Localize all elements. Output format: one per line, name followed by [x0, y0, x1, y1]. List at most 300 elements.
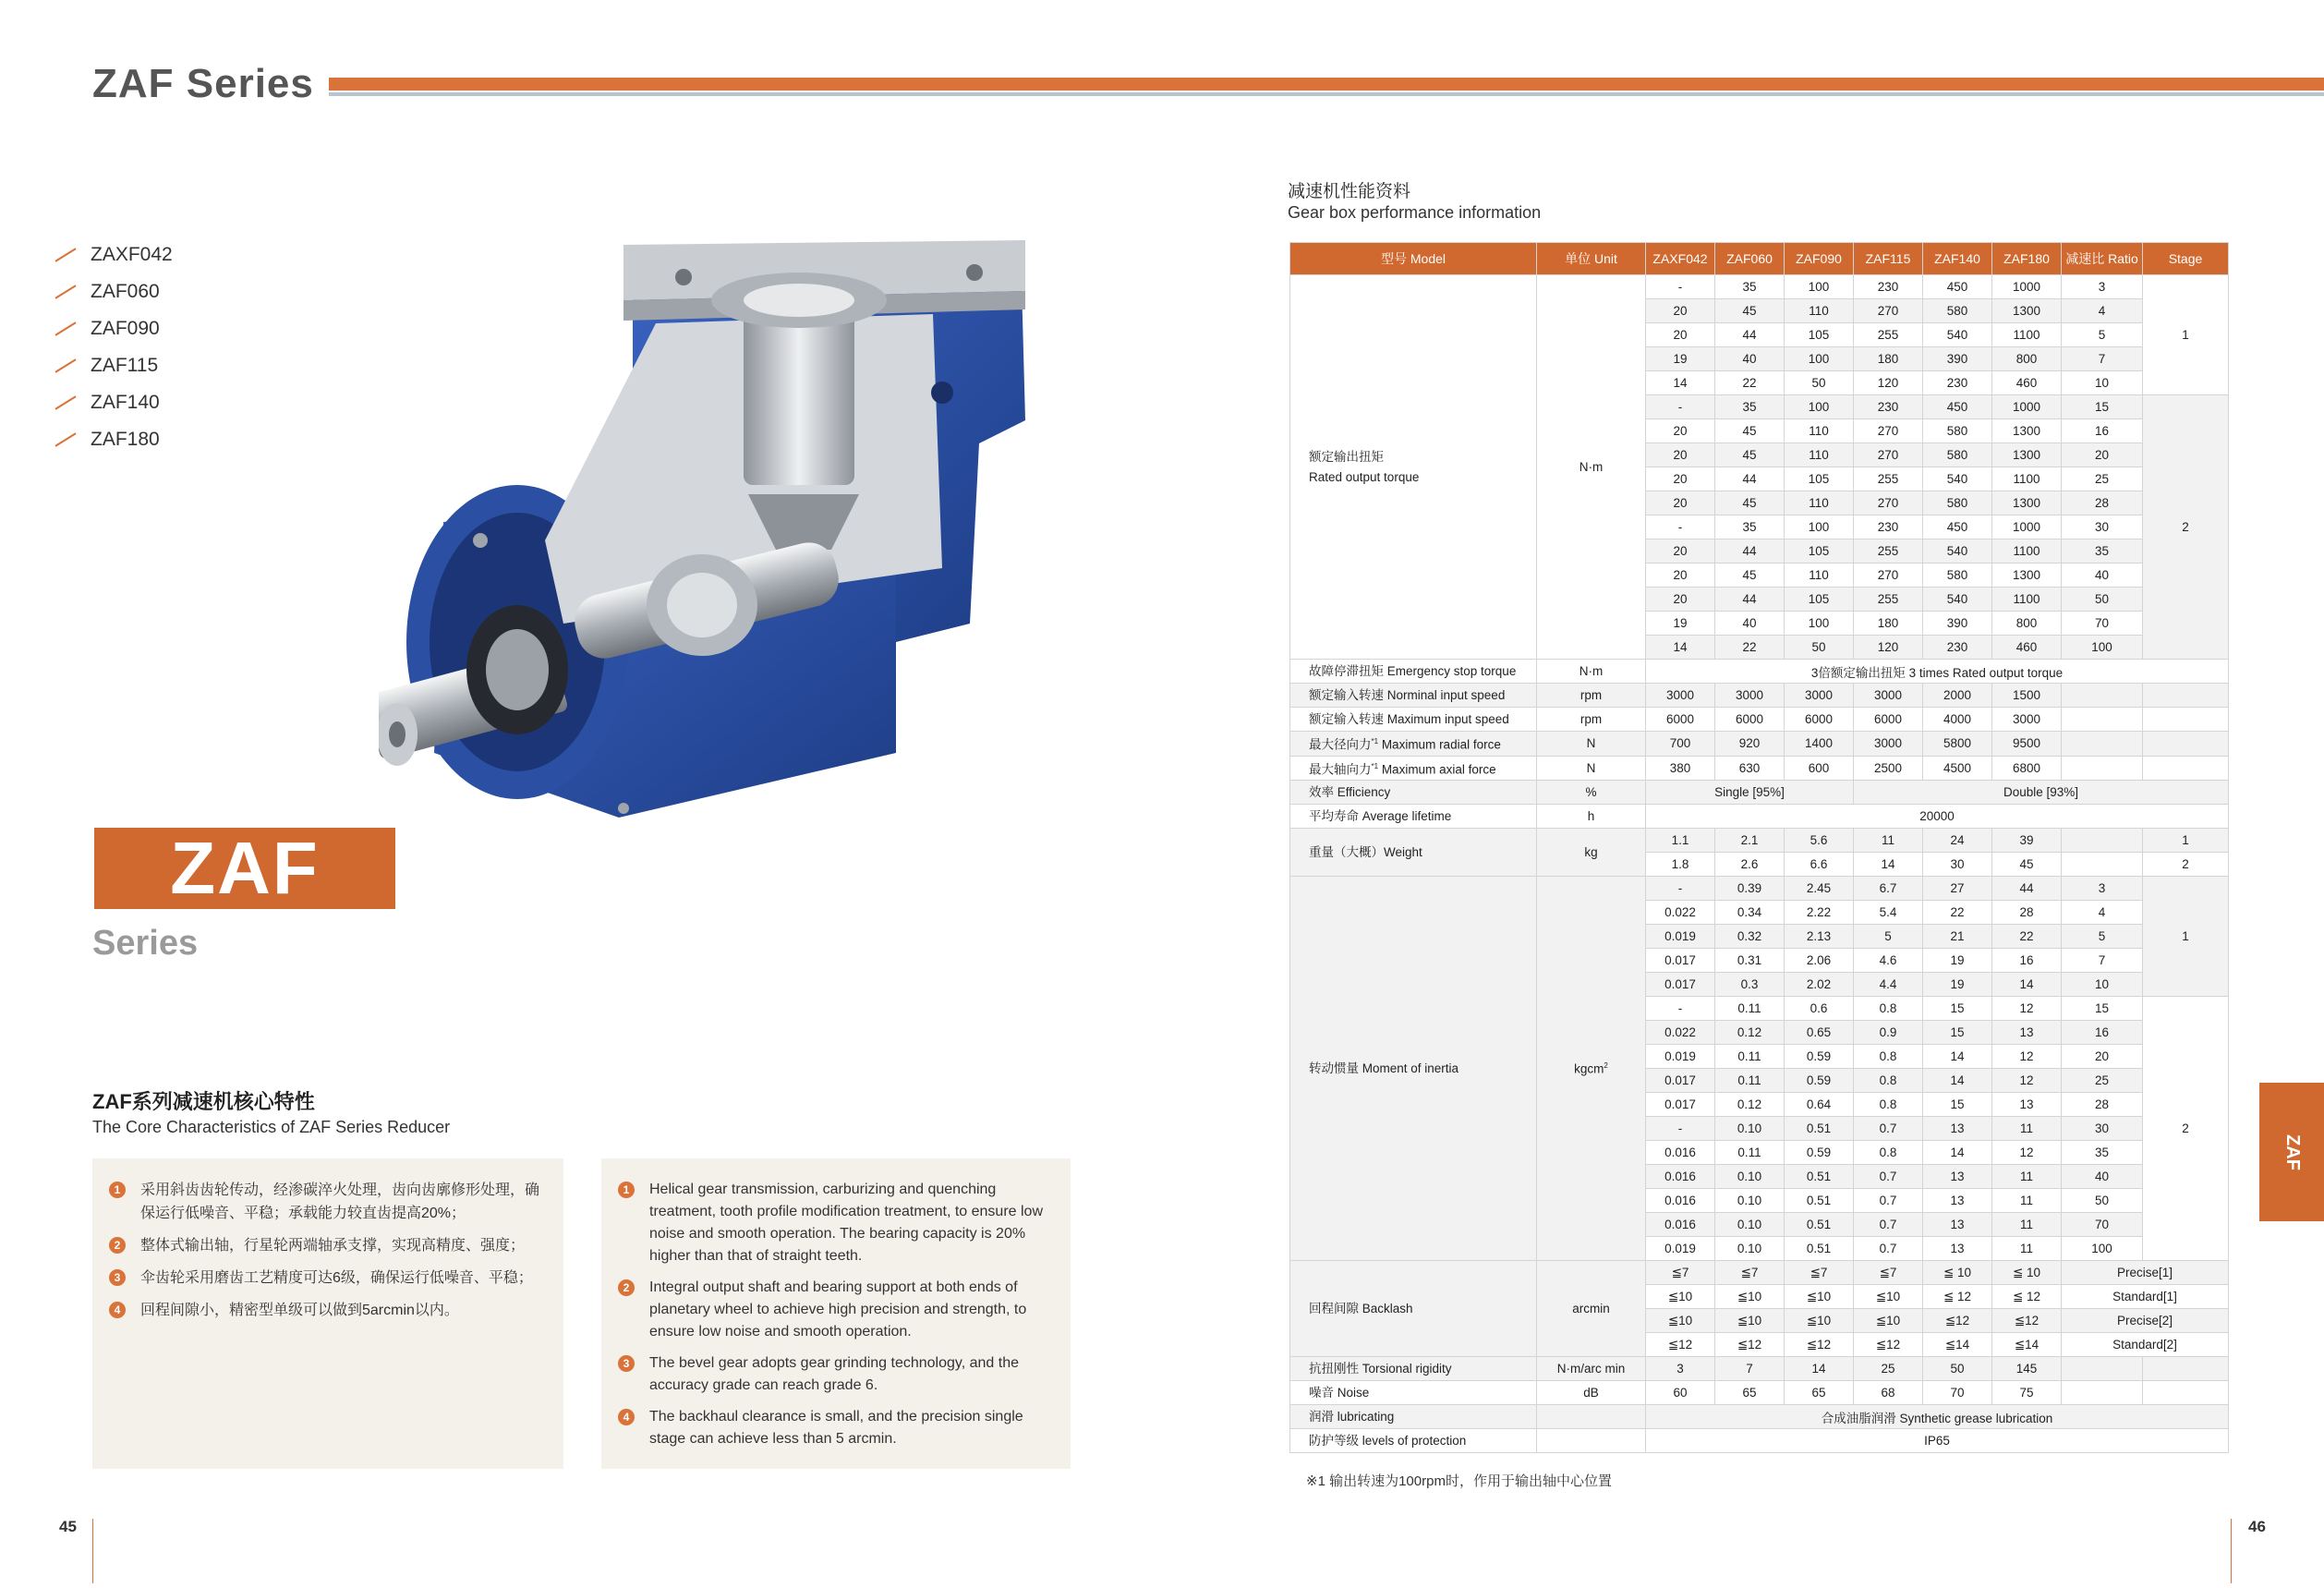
table-cell: 580	[1923, 491, 1992, 515]
table-cell: 25	[2062, 467, 2143, 491]
table-cell: ≦14	[1923, 1333, 1992, 1357]
table-row	[1290, 660, 2229, 684]
table-cell: 合成油脂润滑 Synthetic grease lubrication	[1646, 1405, 2229, 1429]
table-cell: 0.12	[1715, 1093, 1785, 1117]
table-cell	[2062, 708, 2143, 732]
table-cell: 6000	[1854, 708, 1923, 732]
table-cell: 14	[1854, 853, 1923, 877]
table-cell: 13	[1923, 1165, 1992, 1189]
table-row	[1290, 1381, 2229, 1405]
table-row	[1290, 829, 2229, 853]
table-row	[1290, 805, 2229, 829]
table-cell: 0.10	[1715, 1237, 1785, 1261]
table-cell: 100	[1785, 612, 1854, 636]
table-cell: 1000	[1992, 275, 2062, 299]
table-cell: 390	[1923, 347, 1992, 371]
table-cell: ≦7	[1854, 1261, 1923, 1285]
table-cell: 2.45	[1785, 877, 1854, 901]
table-cell: 1100	[1992, 323, 2062, 347]
row-label: 额定输入转速 Maximum input speed	[1290, 708, 1537, 732]
table-cell: 2.22	[1785, 901, 1854, 925]
table-cell: 19	[1646, 347, 1715, 371]
table-row	[1290, 684, 2229, 708]
table-cell: 13	[1992, 1093, 2062, 1117]
table-cell	[2062, 684, 2143, 708]
side-tab-label: ZAF	[2282, 1133, 2303, 1170]
feature-item	[618, 1179, 1056, 1267]
table-cell: ≦12	[1992, 1309, 2062, 1333]
table-cell: 580	[1923, 564, 1992, 588]
table-cell: 110	[1785, 491, 1854, 515]
table-header-cell: ZAF115	[1854, 243, 1923, 275]
slash-icon	[54, 248, 76, 261]
table-cell: 0.64	[1785, 1093, 1854, 1117]
table-cell: 20	[1646, 323, 1715, 347]
table-cell: 20	[1646, 588, 1715, 612]
table-cell: 2.6	[1715, 853, 1785, 877]
table-cell: 40	[2062, 564, 2143, 588]
table-cell	[2062, 732, 2143, 757]
table-cell: 2.06	[1785, 949, 1854, 973]
table-cell: 5.4	[1854, 901, 1923, 925]
slash-icon	[54, 321, 76, 335]
table-cell: 7	[2062, 949, 2143, 973]
stage-cell: 2	[2143, 997, 2229, 1261]
table-cell: 2.02	[1785, 973, 1854, 997]
table-cell: 3000	[1646, 684, 1715, 708]
table-cell	[2143, 1381, 2229, 1405]
table-cell: 0.39	[1715, 877, 1785, 901]
table-cell: 0.51	[1785, 1237, 1854, 1261]
table-cell: ≦ 12	[1992, 1285, 2062, 1309]
table-cell: 4	[2062, 901, 2143, 925]
table-cell: ≦10	[1715, 1309, 1785, 1333]
table-cell: 45	[1715, 491, 1785, 515]
table-row	[1290, 781, 2229, 805]
table-cell: 20	[1646, 299, 1715, 323]
table-cell	[2062, 829, 2143, 853]
table-title-cn: 减速机性能资料	[1288, 182, 1411, 201]
table-cell: 0.10	[1715, 1117, 1785, 1141]
table-cell: 28	[2062, 491, 2143, 515]
table-cell	[2062, 756, 2143, 781]
table-cell: 0.017	[1646, 949, 1715, 973]
number-badge-icon: 2	[109, 1237, 126, 1254]
model-item	[54, 236, 173, 273]
slash-icon	[54, 358, 76, 372]
brand-box: ZAF	[94, 828, 395, 909]
backlash-grade: Precise[2]	[2062, 1309, 2229, 1333]
table-cell: ≦10	[1785, 1309, 1854, 1333]
table-cell: 65	[1785, 1381, 1854, 1405]
table-cell: 6.6	[1785, 853, 1854, 877]
table-cell	[2143, 756, 2229, 781]
table-cell: 0.9	[1854, 1021, 1923, 1045]
model-item	[54, 347, 173, 384]
table-cell: 12	[1992, 1069, 2062, 1093]
slash-icon	[54, 395, 76, 409]
table-cell: 0.8	[1854, 997, 1923, 1021]
table-header-cell: 型号 Model	[1290, 243, 1537, 275]
table-cell: 1400	[1785, 732, 1854, 757]
table-cell: 35	[2062, 1141, 2143, 1165]
table-cell: 0.8	[1854, 1069, 1923, 1093]
table-cell: 16	[2062, 1021, 2143, 1045]
performance-table-wrap	[1289, 242, 2229, 1453]
table-cell: 68	[1854, 1381, 1923, 1405]
row-unit: kgcm$^2$	[1537, 877, 1646, 1261]
table-cell: 450	[1923, 275, 1992, 299]
table-cell: 255	[1854, 539, 1923, 564]
model-label: ZAXF042	[91, 244, 173, 265]
table-header-cell: 单位 Unit	[1537, 243, 1646, 275]
table-cell: 0.51	[1785, 1165, 1854, 1189]
table-cell: 6000	[1646, 708, 1715, 732]
table-cell: 4000	[1923, 708, 1992, 732]
table-cell: ≦12	[1854, 1333, 1923, 1357]
table-header-cell: 减速比 Ratio	[2062, 243, 2143, 275]
table-cell: 20000	[1646, 805, 2229, 829]
table-cell: 44	[1715, 323, 1785, 347]
table-cell: 40	[2062, 1165, 2143, 1189]
table-cell: 1300	[1992, 443, 2062, 467]
table-cell: 1300	[1992, 299, 2062, 323]
table-cell: 230	[1923, 371, 1992, 395]
feature-text: The bevel gear adopts gear grinding technology, and the accuracy grade can reach grade 6.	[649, 1355, 1019, 1393]
table-cell: 6000	[1785, 708, 1854, 732]
table-cell: 30	[2062, 515, 2143, 539]
feature-text: 回程间隙小，精密型单级可以做到5arcmin以内。	[140, 1303, 459, 1318]
row-label: 防护等级 levels of protection	[1290, 1429, 1537, 1453]
table-header-row	[1290, 243, 2229, 275]
table-cell: 460	[1992, 636, 2062, 660]
table-cell: 14	[1992, 973, 2062, 997]
table-cell: 6.7	[1854, 877, 1923, 901]
table-cell: 0.65	[1785, 1021, 1854, 1045]
table-cell: 1100	[1992, 588, 2062, 612]
model-label: ZAF180	[91, 429, 160, 450]
row-unit: arcmin	[1537, 1261, 1646, 1357]
table-cell: 2.1	[1715, 829, 1785, 853]
table-cell: 11	[1992, 1213, 2062, 1237]
table-cell: 450	[1923, 395, 1992, 419]
table-cell	[2143, 1357, 2229, 1381]
table-cell: 20	[2062, 1045, 2143, 1069]
table-title-en: Gear box performance information	[1288, 203, 1542, 222]
table-cell: 580	[1923, 443, 1992, 467]
table-cell: 0.11	[1715, 1069, 1785, 1093]
table-cell: 230	[1854, 395, 1923, 419]
table-cell: 44	[1715, 588, 1785, 612]
page-number-left: 45	[59, 1518, 77, 1535]
row-label: 最大径向力$^{*1}$ Maximum radial force	[1290, 732, 1537, 757]
table-cell: 450	[1923, 515, 1992, 539]
row-label: 回程间隙 Backlash	[1290, 1261, 1537, 1357]
table-cell: 920	[1715, 732, 1785, 757]
table-cell: 28	[1992, 901, 2062, 925]
table-cell: 45	[1715, 419, 1785, 443]
table-cell: 1300	[1992, 419, 2062, 443]
model-item	[54, 384, 173, 421]
table-cell: 105	[1785, 539, 1854, 564]
table-cell: 70	[2062, 1213, 2143, 1237]
table-header-cell: ZAF060	[1715, 243, 1785, 275]
table-cell: 2.13	[1785, 925, 1854, 949]
table-cell: 4500	[1923, 756, 1992, 781]
table-cell: 380	[1646, 756, 1715, 781]
table-cell: 120	[1854, 371, 1923, 395]
table-cell: 600	[1785, 756, 1854, 781]
table-cell: 50	[1923, 1357, 1992, 1381]
model-list	[54, 236, 173, 458]
table-cell: 0.6	[1785, 997, 1854, 1021]
table-cell: 100	[1785, 395, 1854, 419]
table-header-cell: Stage	[2143, 243, 2229, 275]
table-cell: 100	[2062, 1237, 2143, 1261]
table-cell: 270	[1854, 564, 1923, 588]
table-cell: 2000	[1923, 684, 1992, 708]
table-cell: 35	[2062, 539, 2143, 564]
table-cell: 0.10	[1715, 1165, 1785, 1189]
table-cell: 50	[1785, 371, 1854, 395]
table-cell: 0.59	[1785, 1069, 1854, 1093]
row-label: 最大轴向力$^{*1}$ Maximum axial force	[1290, 756, 1537, 781]
table-cell: 110	[1785, 564, 1854, 588]
table-cell: 35	[1715, 395, 1785, 419]
model-item	[54, 273, 173, 310]
table-cell: 12	[1992, 997, 2062, 1021]
table-cell: 4	[2062, 299, 2143, 323]
table-cell: 30	[2062, 1117, 2143, 1141]
row-label: 额定输出扭矩 Rated output torque	[1290, 275, 1537, 660]
table-cell: 540	[1923, 467, 1992, 491]
table-cell: 540	[1923, 588, 1992, 612]
table-cell: 0.3	[1715, 973, 1785, 997]
stage-cell: 2	[2143, 395, 2229, 660]
table-cell: 14	[1646, 636, 1715, 660]
table-cell: 0.7	[1854, 1237, 1923, 1261]
table-cell: 6000	[1715, 708, 1785, 732]
table-cell: 540	[1923, 539, 1992, 564]
table-cell: 0.11	[1715, 997, 1785, 1021]
table-cell: 0.8	[1854, 1141, 1923, 1165]
table-cell: ≦12	[1785, 1333, 1854, 1357]
table-cell: 7	[2062, 347, 2143, 371]
table-cell: 60	[1646, 1381, 1715, 1405]
table-cell: 13	[1992, 1021, 2062, 1045]
table-cell: 40	[1715, 612, 1785, 636]
table-cell: 15	[2062, 395, 2143, 419]
table-cell: ≦ 12	[1923, 1285, 1992, 1309]
table-cell: 1300	[1992, 564, 2062, 588]
table-cell: 19	[1923, 949, 1992, 973]
table-cell	[2143, 684, 2229, 708]
table-cell: 14	[1923, 1045, 1992, 1069]
table-cell: 270	[1854, 443, 1923, 467]
table-cell: ≦10	[1854, 1285, 1923, 1309]
table-cell: 0.016	[1646, 1213, 1715, 1237]
table-cell: 0.017	[1646, 1069, 1715, 1093]
table-cell: ≦12	[1715, 1333, 1785, 1357]
row-unit: %	[1537, 781, 1646, 805]
table-cell: 180	[1854, 612, 1923, 636]
table-cell: 45	[1715, 299, 1785, 323]
table-cell: 145	[1992, 1357, 2062, 1381]
table-cell: 180	[1854, 347, 1923, 371]
table-cell: 25	[2062, 1069, 2143, 1093]
table-cell: 35	[1715, 275, 1785, 299]
table-cell: 390	[1923, 612, 1992, 636]
row-unit: rpm	[1537, 684, 1646, 708]
table-cell: 11	[1992, 1237, 2062, 1261]
brand-subtitle: Series	[92, 924, 199, 963]
table-cell: 70	[1923, 1381, 1992, 1405]
table-cell: -	[1646, 1117, 1715, 1141]
table-cell: 5800	[1923, 732, 1992, 757]
table-cell: 255	[1854, 588, 1923, 612]
model-label: ZAF090	[91, 318, 160, 339]
table-cell: 5	[2062, 925, 2143, 949]
feature-text: 伞齿轮采用磨齿工艺精度可达6级，确保运行低噪音、平稳；	[140, 1270, 533, 1286]
table-cell: ≦7	[1715, 1261, 1785, 1285]
table-cell: 0.34	[1715, 901, 1785, 925]
stage-cell: 1	[2143, 275, 2229, 395]
table-cell	[2062, 1381, 2143, 1405]
table-cell: 800	[1992, 347, 2062, 371]
table-cell: 39	[1992, 829, 2062, 853]
model-label: ZAF140	[91, 392, 160, 413]
table-row	[1290, 708, 2229, 732]
table-cell: 11	[1992, 1117, 2062, 1141]
row-unit: N	[1537, 756, 1646, 781]
table-cell: 0.7	[1854, 1213, 1923, 1237]
table-cell: 5	[1854, 925, 1923, 949]
feature-item	[618, 1352, 1056, 1397]
table-cell: 11	[1992, 1165, 2062, 1189]
table-cell: 0.59	[1785, 1045, 1854, 1069]
table-cell: 65	[1715, 1381, 1785, 1405]
feature-item	[109, 1299, 549, 1322]
row-label: 抗扭刚性 Torsional rigidity	[1290, 1357, 1537, 1381]
number-badge-icon: 2	[618, 1279, 635, 1296]
row-unit: dB	[1537, 1381, 1646, 1405]
table-cell: 27	[1923, 877, 1992, 901]
table-cell: ≦ 10	[1923, 1261, 1992, 1285]
feature-item	[618, 1277, 1056, 1343]
row-unit: rpm	[1537, 708, 1646, 732]
backlash-grade: Standard[2]	[2062, 1333, 2229, 1357]
row-unit	[1537, 1405, 1646, 1429]
table-cell	[2143, 708, 2229, 732]
feature-text: Integral output shaft and bearing support at both ends of planetary wheel to achieve high precision and strength, to ensure low noise and smooth operation.	[649, 1279, 1027, 1339]
table-cell: 50	[2062, 588, 2143, 612]
feature-text: Helical gear transmission, carburizing and quenching treatment, tooth profile modification treatment, to ensure low noise and smooth operation. The bearing capacity is 20% higher than that of straight teeth.	[649, 1182, 1043, 1264]
table-cell: 100	[2062, 636, 2143, 660]
table-cell: 1300	[1992, 491, 2062, 515]
table-cell: 13	[1923, 1213, 1992, 1237]
table-cell: 1500	[1992, 684, 2062, 708]
backlash-grade: Precise[1]	[2062, 1261, 2229, 1285]
table-cell: 270	[1854, 491, 1923, 515]
table-cell: 3000	[1854, 732, 1923, 757]
table-cell: ≦10	[1854, 1309, 1923, 1333]
table-cell: 44	[1715, 467, 1785, 491]
table-row	[1290, 732, 2229, 757]
table-cell: 44	[1715, 539, 1785, 564]
features-cn-panel	[92, 1158, 563, 1469]
table-cell: 0.11	[1715, 1045, 1785, 1069]
table-cell: 0.32	[1715, 925, 1785, 949]
number-badge-icon: 1	[109, 1182, 126, 1198]
table-footnote: ※1 输出转速为100rpm时，作用于输出轴中心位置	[1306, 1473, 1612, 1489]
table-cell: 12	[1992, 1141, 2062, 1165]
table-cell: 75	[1992, 1381, 2062, 1405]
table-cell: 270	[1854, 419, 1923, 443]
table-cell: 1000	[1992, 515, 2062, 539]
table-cell: 580	[1923, 419, 1992, 443]
table-cell: 255	[1854, 467, 1923, 491]
table-cell: 3000	[1785, 684, 1854, 708]
table-cell: 20	[1646, 467, 1715, 491]
table-cell: ≦10	[1785, 1285, 1854, 1309]
table-cell: 100	[1785, 347, 1854, 371]
table-cell: 20	[1646, 419, 1715, 443]
table-cell: 0.8	[1854, 1093, 1923, 1117]
table-cell: 3	[2062, 275, 2143, 299]
table-cell: 1.1	[1646, 829, 1715, 853]
table-cell: 14	[1923, 1069, 1992, 1093]
table-cell: 14	[1785, 1357, 1854, 1381]
table-cell: 0.022	[1646, 901, 1715, 925]
table-cell: 24	[1923, 829, 1992, 853]
core-title-cn: ZAF系列减速机核心特性	[92, 1090, 315, 1113]
performance-table	[1289, 242, 2229, 1453]
table-cell: 50	[2062, 1189, 2143, 1213]
table-cell: 13	[1923, 1189, 1992, 1213]
table-cell	[2062, 853, 2143, 877]
feature-item	[109, 1179, 549, 1225]
row-label: 额定输入转速 Norminal input speed	[1290, 684, 1537, 708]
number-badge-icon: 4	[618, 1409, 635, 1425]
slash-icon	[54, 285, 76, 298]
table-cell: 270	[1854, 299, 1923, 323]
table-cell: 16	[2062, 419, 2143, 443]
table-cell: 0.12	[1715, 1021, 1785, 1045]
table-cell: 14	[1646, 371, 1715, 395]
feature-item	[618, 1406, 1056, 1450]
table-cell: 3倍额定输出扭矩 3 times Rated output torque	[1646, 660, 2229, 684]
table-cell: 21	[1923, 925, 1992, 949]
feature-text: The backhaul clearance is small, and the precision single stage can achieve less than 5 arcmin.	[649, 1409, 1023, 1447]
table-cell: 230	[1854, 515, 1923, 539]
table-row	[1290, 275, 2229, 299]
table-cell: -	[1646, 515, 1715, 539]
table-cell: 4.4	[1854, 973, 1923, 997]
side-tab	[2259, 1083, 2324, 1221]
stage-cell: 1	[2143, 877, 2229, 997]
table-cell: 3	[2062, 877, 2143, 901]
table-cell	[2143, 732, 2229, 757]
table-cell: 0.016	[1646, 1141, 1715, 1165]
table-cell: 630	[1715, 756, 1785, 781]
table-cell: ≦12	[1646, 1333, 1715, 1357]
table-cell: 0.59	[1785, 1141, 1854, 1165]
feature-item	[109, 1234, 549, 1257]
table-cell: Single [95%]	[1646, 781, 1854, 805]
table-cell: 19	[1646, 612, 1715, 636]
row-label: 重量（大概）Weight	[1290, 829, 1537, 877]
table-cell: 45	[1715, 443, 1785, 467]
